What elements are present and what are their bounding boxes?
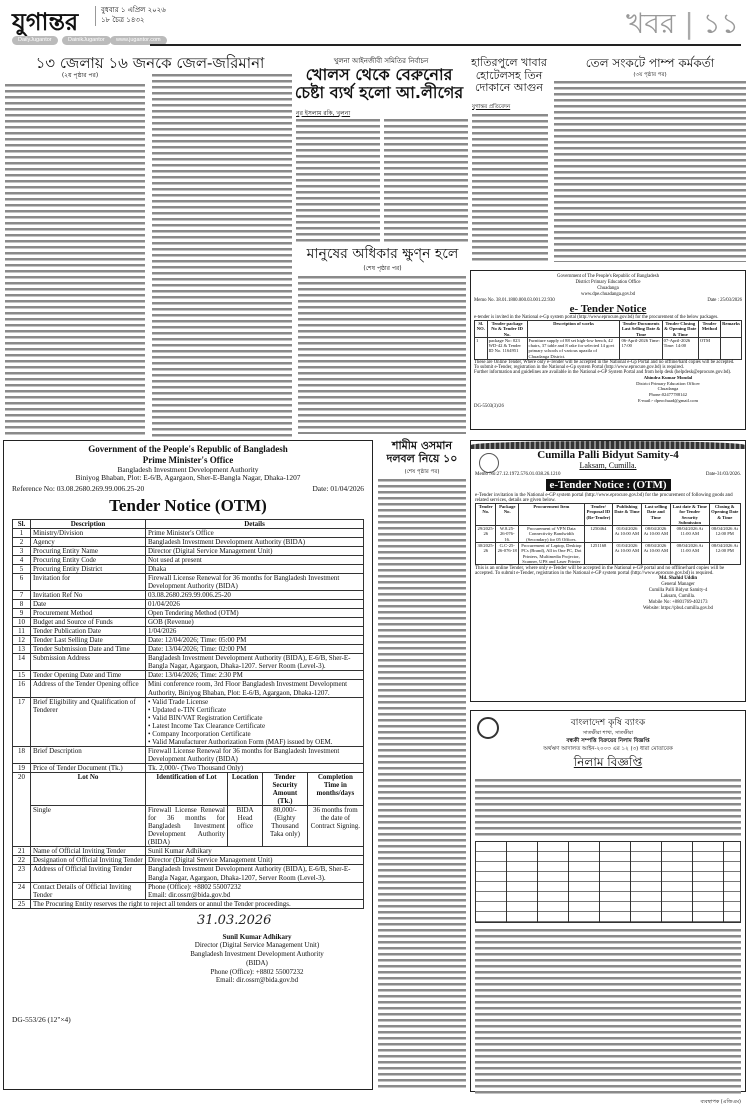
row-label: Procuring Entity Name (31, 546, 146, 555)
row-number: 14 (13, 654, 31, 671)
column-header: Description (31, 519, 146, 528)
table-header-row (13, 519, 364, 528)
row-value: Open Tendering Method (OTM) (146, 609, 364, 618)
notice-title: e-Tender Notice : (OTM) (546, 479, 671, 491)
table-row (13, 697, 364, 746)
memo-number: Memo No. 38.01.1800.000.03.001.22.930 (474, 297, 555, 303)
notice-title: Tender Notice (OTM) (109, 496, 267, 516)
table-cell: 01/04/2026 At 10:00 AM (613, 526, 642, 543)
article-kicker: খুলনা আইনজীবী সমিতির নির্বাচন (333, 57, 429, 65)
row-number: 2 (13, 537, 31, 546)
signer-line: Phone (Office): +8802 55007232 (210, 967, 304, 976)
byline: নূর ইসলাম রকি, খুলনা (296, 110, 351, 117)
table-cell: 29/2025-26 (476, 526, 496, 543)
notice-title: e- Tender Notice (569, 302, 647, 315)
row-label: Submission Address (31, 654, 146, 671)
dpe-tender-table (474, 320, 742, 360)
row-number: 25 (13, 899, 31, 908)
table-row (13, 654, 364, 671)
row-label: Address of the Tender Opening office (31, 680, 146, 697)
signer-line: Laksam, Cumilla. (660, 594, 696, 600)
memo-number: Memo No:27.12.1972.576.01.038.26.1210 (475, 472, 561, 477)
row-value: GOB (Revenue) (146, 618, 364, 627)
article-headline-jail: ১৩ জেলায় ১৬ জনকে জেল-জরিমানা (35, 54, 265, 72)
table-cell: 07-April-2026 Time: 14:00 (662, 337, 698, 359)
row-value: Tk. 2,000/- (Two Thousand Only) (146, 763, 364, 772)
table-row (13, 899, 364, 908)
article-body-jail-col2 (152, 72, 292, 437)
dpe-tender-notice (470, 270, 746, 430)
continuation-note: (২য় পৃষ্ঠার পর) (61, 72, 99, 79)
page-number: ১১ (702, 7, 739, 40)
property-table (475, 841, 741, 923)
table-row (13, 573, 364, 590)
section-name: খবর (626, 7, 676, 40)
lot-cell: Single (31, 806, 146, 847)
table-row (13, 590, 364, 599)
lot-cell: 36 months from the date of Contract Signing. (307, 806, 363, 847)
notice-date: Date-31/03/2026. (705, 472, 741, 477)
date-gregorian: বুধবার ১ এপ্রিল ২০২৬ (101, 6, 166, 14)
signer-line: Md. Shahid Uddin (659, 576, 697, 582)
column-header: Package No. (496, 504, 519, 526)
table-cell: 08/04/2026 At 12:00 PM (709, 526, 741, 543)
row-label: Invitation for (31, 573, 146, 590)
table-row (13, 564, 364, 573)
column-header: Tender No. (476, 504, 496, 526)
table-cell: 08/04/2026 At 10:00 AM (641, 526, 670, 543)
table-cell: Procurement of Laptop, Desktop PCs (Brand), All in One PC, Dot Printers, Multimedia Projector, Scanner, UPS and Laser Printer (519, 542, 585, 564)
article-body-oil (554, 79, 746, 262)
table-cell: OTM (698, 337, 720, 359)
notice-note: Further information and guidelines are available in the National e-GP System Portal and from help desk (helpdesk@eprocure.gov.bd). (474, 369, 732, 375)
column-header: Publishing Date & Time (613, 504, 642, 526)
column-header: Tender package No & Tender ID No. (487, 320, 527, 337)
table-cell: package No: 023 WD-42 & Tender ID No. 1164951 (487, 337, 527, 359)
table-row (13, 609, 364, 618)
article-body-khulna-col1 (296, 117, 380, 242)
lot-column-header: Lot No (31, 772, 146, 805)
notice-gov-line: Government of The People's Republic of Bangladesh (556, 274, 660, 279)
column-header: Tender Documents Last Selling Date & Time (621, 320, 661, 337)
notice-office-line: District Primary Education Office (575, 279, 641, 285)
row-label: Name of Official Inviting Tender (31, 847, 146, 856)
lot-header-row (13, 772, 364, 805)
notice-note: These are Online Tender, Where only e-Tender will be accepted in the National e-Gp Portal and no offline/hard copies will be accepted. (474, 359, 735, 365)
row-label: Designation of Official Inviting Tender (31, 856, 146, 865)
signer-line: E-mail:- dpeochuad@gmail.com (637, 397, 699, 403)
organization-emblem-icon (479, 453, 499, 473)
row-number: 10 (13, 618, 31, 627)
row-label: Contact Details of Official Inviting Tender (31, 882, 146, 899)
date-bengali: ১৮ চৈত্র ১৪৩২ (101, 15, 145, 24)
row-label: Agency (31, 537, 146, 546)
row-number: 7 (13, 590, 31, 599)
bida-tender-table (12, 519, 364, 909)
column-header: Description of works (527, 320, 620, 337)
table-row (13, 546, 364, 555)
table-cell: 01/04/2026 At 10:00 AM (613, 542, 642, 564)
table-cell: 08/04/2026 At 11:00 AM (671, 542, 709, 564)
signer-line: General Manager (661, 582, 695, 588)
table-cell: 08/04/2026 At 12:00 PM (709, 542, 741, 564)
row-value: Prime Minister's Office (146, 528, 364, 537)
notice-office-line: Prime Minister's Office (142, 454, 234, 465)
table-cell: G.C-25-26-076-18 (496, 542, 519, 564)
column-header: Tender Closing & Opening Date & Time (662, 320, 698, 337)
auction-terms-text (475, 927, 741, 1097)
cumilla-tender-notice (470, 440, 746, 702)
table-row (13, 528, 364, 537)
lot-column-header: Completion Time in months/days (307, 772, 363, 805)
row-label: Brief Eligibility and Qualification of Tenderer (31, 697, 146, 746)
row-label: Brief Description (31, 746, 146, 763)
lot-cell: BIDA Head office (227, 806, 262, 847)
continuation-note: (শেষ পৃষ্ঠার পর) (363, 265, 402, 272)
table-row (476, 526, 741, 543)
notice-date: Date : 25/03/2026 (707, 297, 742, 303)
reference-number: Reference No: 03.08.2680.269.99.006.25-20 (12, 484, 145, 494)
notice-authority: Bangladesh Investment Development Authority (117, 464, 259, 474)
notice-intro: e-Tender invitation in the National e-GP system portal (http://www.eprocure.gov.bd) for the procurement of following goods and related services, details are given below. (475, 493, 733, 503)
table-cell: 1250464 (584, 526, 613, 543)
article-body-rights (298, 274, 466, 434)
table-row (13, 680, 364, 697)
notice-body-text (475, 777, 741, 837)
row-number: 19 (13, 763, 31, 772)
lot-column-header: Tender Security Amount (Tk.) (263, 772, 308, 805)
row-label: Invitation Ref No (31, 590, 146, 599)
row-label: Procurement Method (31, 609, 146, 618)
signer-title: ব্যবস্থাপক (এজিএম) (700, 1099, 741, 1105)
notice-note: To submit e-Tender, registration in the National e-Gp system Portal (http://www.eprocure.gov.bd) is required. (474, 364, 684, 370)
notice-address: Biniyog Bhaban, Plot: E-6/B, Agargaon, Sher-E-Bangla Nagar, Dhaka-1207 (75, 473, 301, 483)
row-number: 1 (13, 528, 31, 537)
row-label: Price of Tender Document (Tk.) (31, 763, 146, 772)
row-label: Address of Official Inviting Tender (31, 865, 146, 882)
signer-line: Chuadanga (657, 386, 679, 392)
lot-column-header: Location (227, 772, 262, 805)
lot-column-header: Identification of Lot (146, 772, 228, 805)
row-value: • Valid Trade License • Updated e-TIN Certificate • Valid BIN/VAT Registration Certificate • Latest Income Tax Clearance Certificate • Company Incorporation Certificate • Valid Manufacturer Authorization Form (MAF) issued by OEM. (146, 697, 364, 746)
row-label: Procuring Entity Code (31, 555, 146, 564)
lot-column-header: 20 (13, 772, 31, 846)
signer-line: Website: https://pbs4.cumilla.gov.bd (643, 606, 713, 612)
row-number: 6 (13, 573, 31, 590)
column-header: Tender/ Proposal ID (Re-Tender) (584, 504, 613, 526)
row-label: Tender Last Selling Date (31, 636, 146, 645)
column-header: Sl. (13, 519, 31, 528)
column-header: Details (146, 519, 364, 528)
column-header: Remarks (721, 320, 742, 337)
table-cell: 1 (475, 337, 488, 359)
row-number: 11 (13, 627, 31, 636)
row-label: Tender Opening Date and Time (31, 671, 146, 680)
row-value: Date: 12/04/2026; Time: 05:00 PM (146, 636, 364, 645)
signer-line: Phone:02477788142 (648, 392, 688, 398)
table-row (13, 763, 364, 772)
table-row (13, 865, 364, 882)
table-row (13, 856, 364, 865)
table-row (13, 847, 364, 856)
table-cell: 08/04/2026 At 10:00 AM (641, 542, 670, 564)
row-value: Sunil Kumar Adhikary (146, 847, 364, 856)
table-row (13, 636, 364, 645)
row-value: Date: 13/04/2026; Time: 02:00 PM (146, 645, 364, 654)
row-value: Date: 13/04/2026; Time: 2:30 PM (146, 671, 364, 680)
table-row (13, 746, 364, 763)
row-number: 12 (13, 636, 31, 645)
table-cell: 30/2025-26 (476, 542, 496, 564)
notice-note: This is an online Tender, where only e-Tender will be accepted in the National e-GP portal and no offline/hard copies will be accepted. To submit e-Tender, registration in the National e-GP system portal (http://www.eprocure.gov.bd) is required. (475, 566, 725, 577)
article-headline-hatirpul: হাতিরপুলে খাবার হোটেলসহ তিন দোকানে আগুন (471, 56, 547, 95)
table-cell: 1251168 (584, 542, 613, 564)
row-value: Director (Digital Service Management Unit) (146, 856, 364, 865)
row-label: Tender Publication Date (31, 627, 146, 636)
signer-line: Mobile No: +8801769-402173 (648, 600, 708, 606)
signer-line: (BIDA) (246, 958, 268, 967)
cumilla-tender-table (475, 503, 741, 565)
column-header: Last date & Time for Tender Security Submission (671, 504, 709, 526)
signer-line: Cumilla Palli Bidyut Samity-4 (648, 588, 708, 594)
row-value: 03.08.2680.269.99.006.25-20 (146, 590, 364, 599)
signer-line: Email: dir.ossrr@bida.gov.bd (215, 976, 299, 985)
signer-line: Bangladesh Investment Development Authority (190, 950, 324, 959)
column-header: Last selling Date and Time (641, 504, 670, 526)
table-cell: 08/04/2026 At 11:00 AM (671, 526, 709, 543)
row-number: 13 (13, 645, 31, 654)
bank-logo-icon (477, 717, 499, 739)
continuation-note: (শেষ পৃষ্ঠার পর) (404, 469, 440, 475)
lot-row (13, 806, 364, 847)
table-cell (721, 337, 742, 359)
table-row (13, 882, 364, 899)
row-label: Ministry/Division (31, 528, 146, 537)
notice-law: অর্থঋণ আদালত আইন-২০০৩ এর ১২ (৩) ধারা মোতাবেক (543, 746, 673, 752)
row-label: Procuring Entity District (31, 564, 146, 573)
article-headline-khulna: খোলস থেকে বেরুনোর চেষ্টা ব্যর্থ হলো আ.লীগের (294, 65, 464, 103)
twitter-handle-link[interactable]: DailyJugantor (12, 36, 58, 45)
row-value: Bangladesh Investment Development Authority (BIDA) (146, 537, 364, 546)
row-value: Phone (Office): +8802 55007232 Email: dir.ossrr@bida.gov.bd (146, 882, 364, 899)
table-cell: W.8.25-26-076-16. (496, 526, 519, 543)
row-number: 23 (13, 865, 31, 882)
row-number: 5 (13, 564, 31, 573)
table-row (13, 600, 364, 609)
column-header: Procurement Item (519, 504, 585, 526)
lot-cell: 80,000/- (Eighty Thousand Taka only) (263, 806, 308, 847)
decorative-arch (471, 441, 745, 449)
table-row (476, 542, 741, 564)
row-value: Firewall License Renewal for 36 months for Bangladesh Investment Development Authority (BIDA) (146, 573, 364, 590)
signer-line: Director (Digital Service Management Unit) (194, 941, 320, 950)
notice-place: Laksam, Cumilla. (579, 461, 637, 470)
ad-code: DG-553/26 (12"×4) (12, 1014, 71, 1024)
row-number: 16 (13, 680, 31, 697)
table-row (13, 627, 364, 636)
row-label: Tender Submission Date and Time (31, 645, 146, 654)
article-body-hatirpul (472, 112, 548, 262)
newspaper-logo: যুগান্তর (12, 8, 79, 36)
row-number: 15 (13, 671, 31, 680)
article-body-jail-col1 (5, 82, 145, 437)
row-number: 24 (13, 882, 31, 899)
bank-name: বাংলাদেশ কৃষি ব্যাংক (570, 718, 646, 728)
bank-branch: সাতক্ষীরা শাখা, সাতক্ষীরা (582, 730, 634, 736)
table-row (13, 671, 364, 680)
column-header: Closing & Opening Date & Time (709, 504, 741, 526)
notice-website[interactable]: www.dpe.chuadanga.gov.bd (581, 291, 635, 297)
facebook-handle-link[interactable]: DainikJugantor (62, 36, 111, 45)
notice-date: Date: 01/04/2026 (312, 484, 364, 494)
table-row (13, 555, 364, 564)
row-value: 1/04/2026 (146, 627, 364, 636)
row-label: Date (31, 600, 146, 609)
table-row (13, 537, 364, 546)
notice-intro: e-tender is invited in the National e-Gp system portal (http://www.eprocure.gov.bd) for the procurement of the below packages. (474, 314, 719, 320)
notice-subtitle: বন্ধকী সম্পত্তি বিক্রয়ের নিলাম বিজ্ঞপ্তি (566, 738, 650, 744)
row-number: 18 (13, 746, 31, 763)
article-body-shamim (378, 477, 466, 1089)
article-headline-rights: মানুষের অধিকার ক্ষুণ্ন হলে (306, 246, 459, 262)
notice-gov-line: Government of the People's Republic of Bangladesh (88, 444, 288, 454)
row-value: Not used at present (146, 555, 364, 564)
signer-line: Sunil Kumar Adhikary (222, 932, 292, 941)
bida-tender-notice (3, 440, 373, 1090)
row-number: 22 (13, 856, 31, 865)
row-number: 3 (13, 546, 31, 555)
continuation-note: (৩য় পৃষ্ঠার পর) (633, 72, 667, 78)
notice-org: Cumilla Palli Bidyut Samity-4 (537, 449, 679, 461)
row-value: Dhaka (146, 564, 364, 573)
column-header: Tender Method (698, 320, 720, 337)
row-value: The Procuring Entity reserves the right to reject all tenders or annul the Tender proceedings. (31, 899, 364, 908)
byline: যুগান্তর প্রতিবেদন (472, 104, 511, 110)
lot-cell: Firewall License Renewal for 36 months for Bangladesh Investment Development Authority (BIDA) (146, 806, 228, 847)
row-number: 8 (13, 600, 31, 609)
signer-line: Ahindra Kumar Mondal (643, 374, 693, 380)
row-value: Director (Digital Service Management Unit) (146, 546, 364, 555)
signature: 31.03.2026 (197, 912, 272, 928)
row-value: 01/04/2026 (146, 600, 364, 609)
row-number: 21 (13, 847, 31, 856)
row-value: Mini conference room, 3rd Floor Bangladesh Investment Development Authority, Biniyog Bhaban, Plot: E-6/B, Agargaon, Dhaka-1207. (146, 680, 364, 697)
table-row (13, 618, 364, 627)
table-cell: Furniture supply of 88 set high-low bench, 42 chairs, 37 table and 8 rake for selected 14 govt primary schools of various upazila of Chuadanga District. (527, 337, 620, 359)
article-headline-shamim: শামীম ওসমান দলবল নিয়ে ১০ (386, 439, 458, 465)
issue-date (95, 6, 166, 26)
row-value: Bangladesh Investment Development Authority (BIDA), E-6/B, Sher-E-Bangla Nagar, Agargaon, Dhaka-1207. Server Room (Level-3). (146, 654, 364, 671)
row-value: Firewall License Renewal for 36 months for Bangladesh Investment Development Authority (BIDA) (146, 746, 364, 763)
website-link[interactable]: www.jugantor.com (110, 36, 167, 45)
table-cell: 06-April-2026 Time: 17:00 (620, 337, 662, 359)
section-header: খবর | ১১ (626, 7, 739, 40)
table-row (13, 645, 364, 654)
row-number: 9 (13, 609, 31, 618)
table-cell: Procurement of VPN Data Connectivity Bandwidth (Secondary) for 05 Offices. (519, 526, 585, 543)
row-number: 4 (13, 555, 31, 564)
krishi-bank-auction-notice (470, 710, 746, 1105)
ad-code: DG-5503(3)/26 (474, 403, 504, 409)
column-header: Sl. NO. (475, 320, 488, 337)
row-value: Bangladesh Investment Development Authority (BIDA), E-6/B, Sher-E-Bangla Nagar, Agargaon, Dhaka-1207, Server Room (Level-3). (146, 865, 364, 882)
row-label: Budget and Source of Funds (31, 618, 146, 627)
notice-district-line: Chuadanga (597, 285, 619, 291)
notice-title: নিলাম বিজ্ঞপ্তি (573, 755, 643, 769)
signer-line: District Primary Education Officer (636, 380, 700, 386)
article-headline-oil: তেল সংকটে পাম্প কর্মকর্তা (585, 56, 715, 70)
row-number: 17 (13, 697, 31, 746)
article-body-khulna-col2 (384, 117, 468, 242)
